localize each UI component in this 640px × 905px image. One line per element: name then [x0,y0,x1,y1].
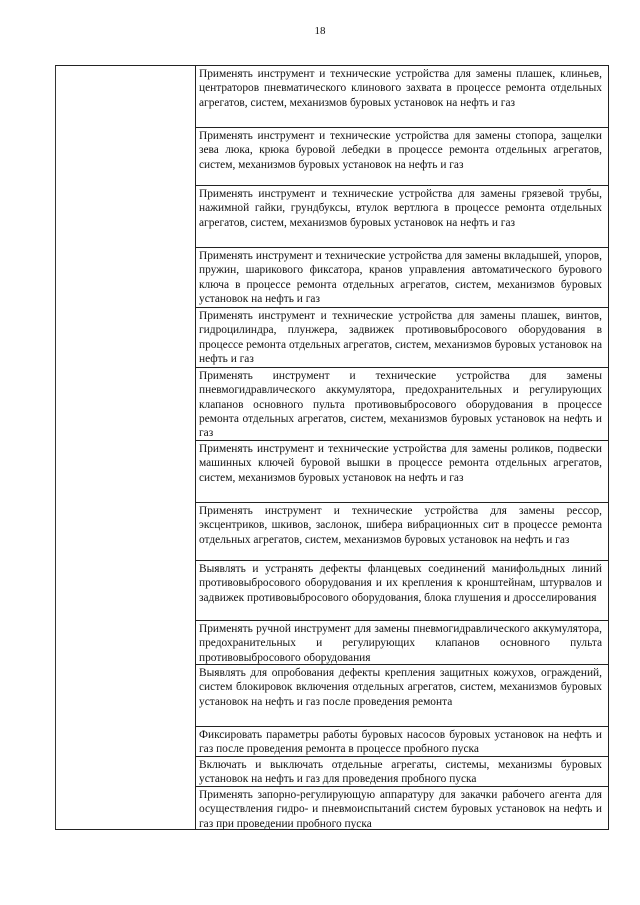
table-row: Применять инструмент и технические устройства для замены вкладышей, упоров, пружин, шарикового фиксатора, кранов управления автоматического бурового ключа в процессе ремонта отдельных агрегатов, систем, механизмов буровых установок на нефть и газ [196,248,608,308]
table-row: Применять инструмент и технические устройства для замены пневмогидравлического аккумулятора, предохранительных и регулирующих клапанов основного пульта противовыбросового оборудования в процессе ремонта отдельных агрегатов, систем, механизмов буровых установок на нефть и газ [196,368,608,441]
table-row: Применять инструмент и технические устройства для замены плашек, винтов, гидроцилиндра, плунжера, задвижек противовыбросового оборудования в процессе ремонта отдельных агрегатов, систем, механизмов буровых установок на нефть и газ [196,308,608,368]
page-number: 18 [314,25,326,37]
table-row: Применять инструмент и технические устройства для замены стопора, защелки зева люка, крюка буровой лебедки в процессе ремонта отдельных агрегатов, систем, механизмов буровых установок на нефть и газ [196,128,608,186]
table-row: Применять инструмент и технические устройства для замены роликов, подвески машинных ключей буровой вышки в процессе ремонта отдельных агрегатов, систем, механизмов буровых установок на нефть и газ [196,441,608,503]
table-row: Выявлять и устранять дефекты фланцевых соединений манифольдных линий противовыбросового оборудования и их крепления к кронштейнам, штурвалов и задвижек противовыбросового оборудования, блока глушения и дросселирования [196,561,608,621]
table-row: Применять инструмент и технические устройства для замены рессор, эксцентриков, шкивов, заслонок, шибера вибрационных сит в процессе ремонта отдельных агрегатов, систем, механизмов буровых установок на нефть и газ [196,503,608,561]
table-row: Применять ручной инструмент для замены пневмогидравлического аккумулятора, предохранительных и регулирующих клапанов основного пульта противовыбросового оборудования [196,621,608,665]
table-row: Включать и выключать отдельные агрегаты, системы, механизмы буровых установок на нефть и газ для проведения пробного пуска [196,757,608,787]
table-row: Применять запорно-регулирующую аппаратуру для закачки рабочего агента для осуществления гидро- и пневмоиспытаний систем буровых установок на нефть и газ при проведении пробного пуска [199,789,602,829]
table-row: Выявлять для опробования дефекты крепления защитных кожухов, ограждений, систем блокировок включения отдельных агрегатов, систем, механизмов буровых установок на нефть и газ после проведения ремонта [196,665,608,727]
skills-table [55,65,609,830]
skills-column [196,66,608,829]
table-row: Применять инструмент и технические устройства для замены грязевой трубы, нажимной гайки, грундбуксы, втулок вертлюга в процессе ремонта отдельных агрегатов, систем, механизмов буровых установок на нефть и газ [196,186,608,248]
table-row: Применять инструмент и технические устройства для замены плашек, клиньев, центраторов пневматического клинового захвата в процессе ремонта отдельных агрегатов, систем, механизмов буровых установок на нефть и газ [196,66,608,128]
table-row: Фиксировать параметры работы буровых насосов буровых установок на нефть и газ после проведения ремонта в процессе пробного пуска [196,727,608,757]
